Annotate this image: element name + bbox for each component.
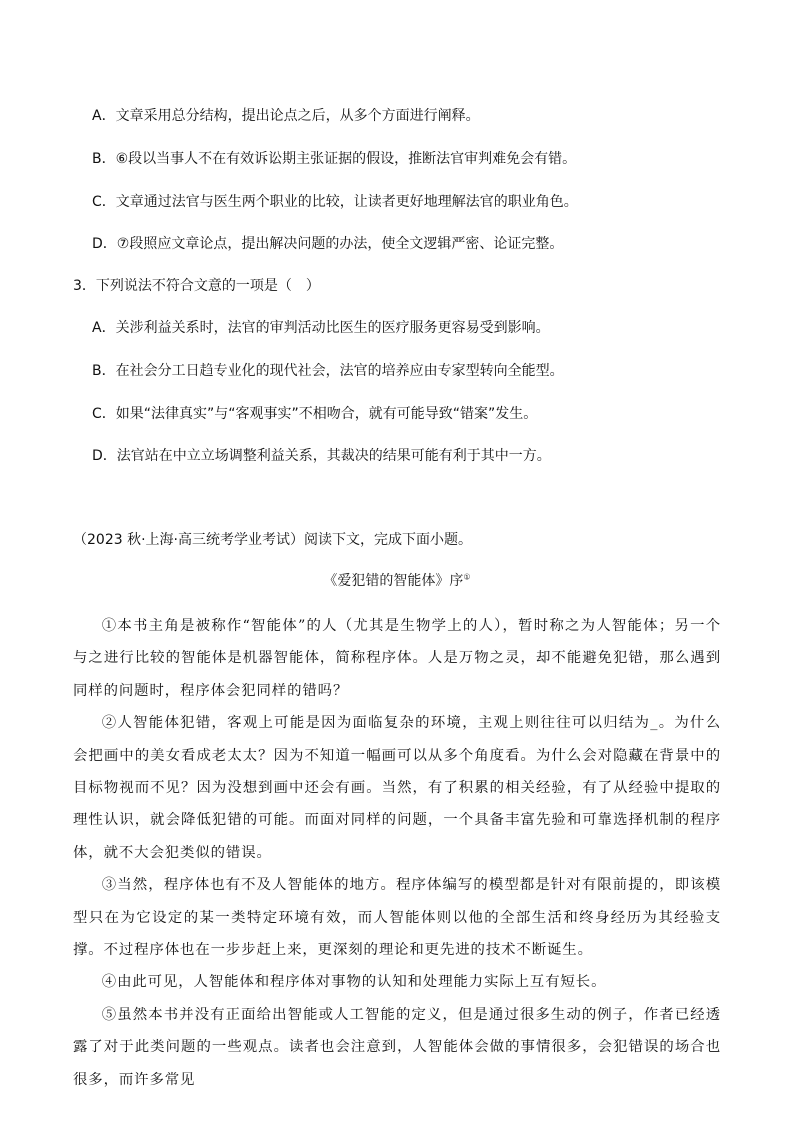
option-3b: B．在社会分工日趋专业化的现代社会，法官的培养应由专家型转向全能型。 bbox=[92, 363, 564, 379]
paragraph-1: ①本书主角是被称作“智能体”的人（尤其是生物学上的人），暂时称之为人智能体；另一个与之进行比较的智能体是机器智能体，简称程序体。人是万物之灵，却不能避免犯错，那么遇到同样的问题时，程序体会犯同样的错吗？ bbox=[73, 618, 721, 699]
option-2c: C．文章通过法官与医生两个职业的比较，让读者更好地理解法官的职业角色。 bbox=[92, 194, 578, 210]
option-3c: C．如果“法律真实”与“客观事实”不相吻合，就有可能导致“错案”发生。 bbox=[92, 406, 538, 422]
footnote-marker: ① bbox=[463, 572, 471, 582]
paragraph-5: ⑤虽然本书并没有正面给出智能或人工智能的定义，但是通过很多生动的例子，作者已经透露了对于此类问题的一些观点。读者也会注意到，人智能体会做的事情很多，会犯错误的场合也很多，而许多常见 bbox=[73, 1006, 721, 1088]
option-2d: D．⑦段照应文章论点，提出解决问题的办法，使全文逻辑严密、论证完整。 bbox=[92, 236, 564, 252]
article-body bbox=[73, 610, 721, 1096]
paragraph-4: ④由此可见，人智能体和程序体对事物的认知和处理能力实际上互有短长。 bbox=[101, 974, 607, 991]
paragraph-2: ②人智能体犯错，客观上可能是因为面临复杂的环境，主观上则往往可以归结为_。为什么会把画中的美女看成老太太？因为不知道一幅画可以从多个角度看。为什么会对隐藏在背景中的目标物视而不见？因为没想到画中还会有画。当然，有了积累的相关经验，有了从经验中提取的理性认识，就会降低犯错的可能。而面对同样的问题，一个具备丰富先验和可靠选择机制的程序体，就不大会犯类似的错误。 bbox=[73, 715, 721, 861]
reading-intro: （2023 秋·上海·高三统考学业考试）阅读下文，完成下面小题。 bbox=[73, 532, 472, 548]
option-2b: B．⑥段以当事人不在有效诉讼期主张证据的假设，推断法官审判难免会有错。 bbox=[92, 151, 577, 167]
option-3a: A．关涉利益关系时，法官的审判活动比医生的医疗服务更容易受到影响。 bbox=[92, 320, 550, 336]
question-3-stem: 3．下列说法不符合文意的一项是（ ） bbox=[73, 278, 320, 294]
article-title-text: 《爱犯错的智能体》序 bbox=[323, 573, 464, 589]
option-2a: A．文章采用总分结构，提出论点之后，从多个方面进行阐释。 bbox=[92, 108, 480, 124]
option-3d: D．法官站在中立立场调整利益关系，其裁决的结果可能有利于其中一方。 bbox=[92, 448, 551, 464]
paragraph-3: ③当然，程序体也有不及人智能体的地方。程序体编写的模型都是针对有限前提的，即该模型只在为它设定的某一类特定环境有效，而人智能体则以他的全部生活和终身经历为其经验支撑。不过程序体也在一步步赶上来，更深刻的理论和更先进的技术不断诞生。 bbox=[73, 877, 721, 959]
article-title bbox=[0, 571, 794, 591]
